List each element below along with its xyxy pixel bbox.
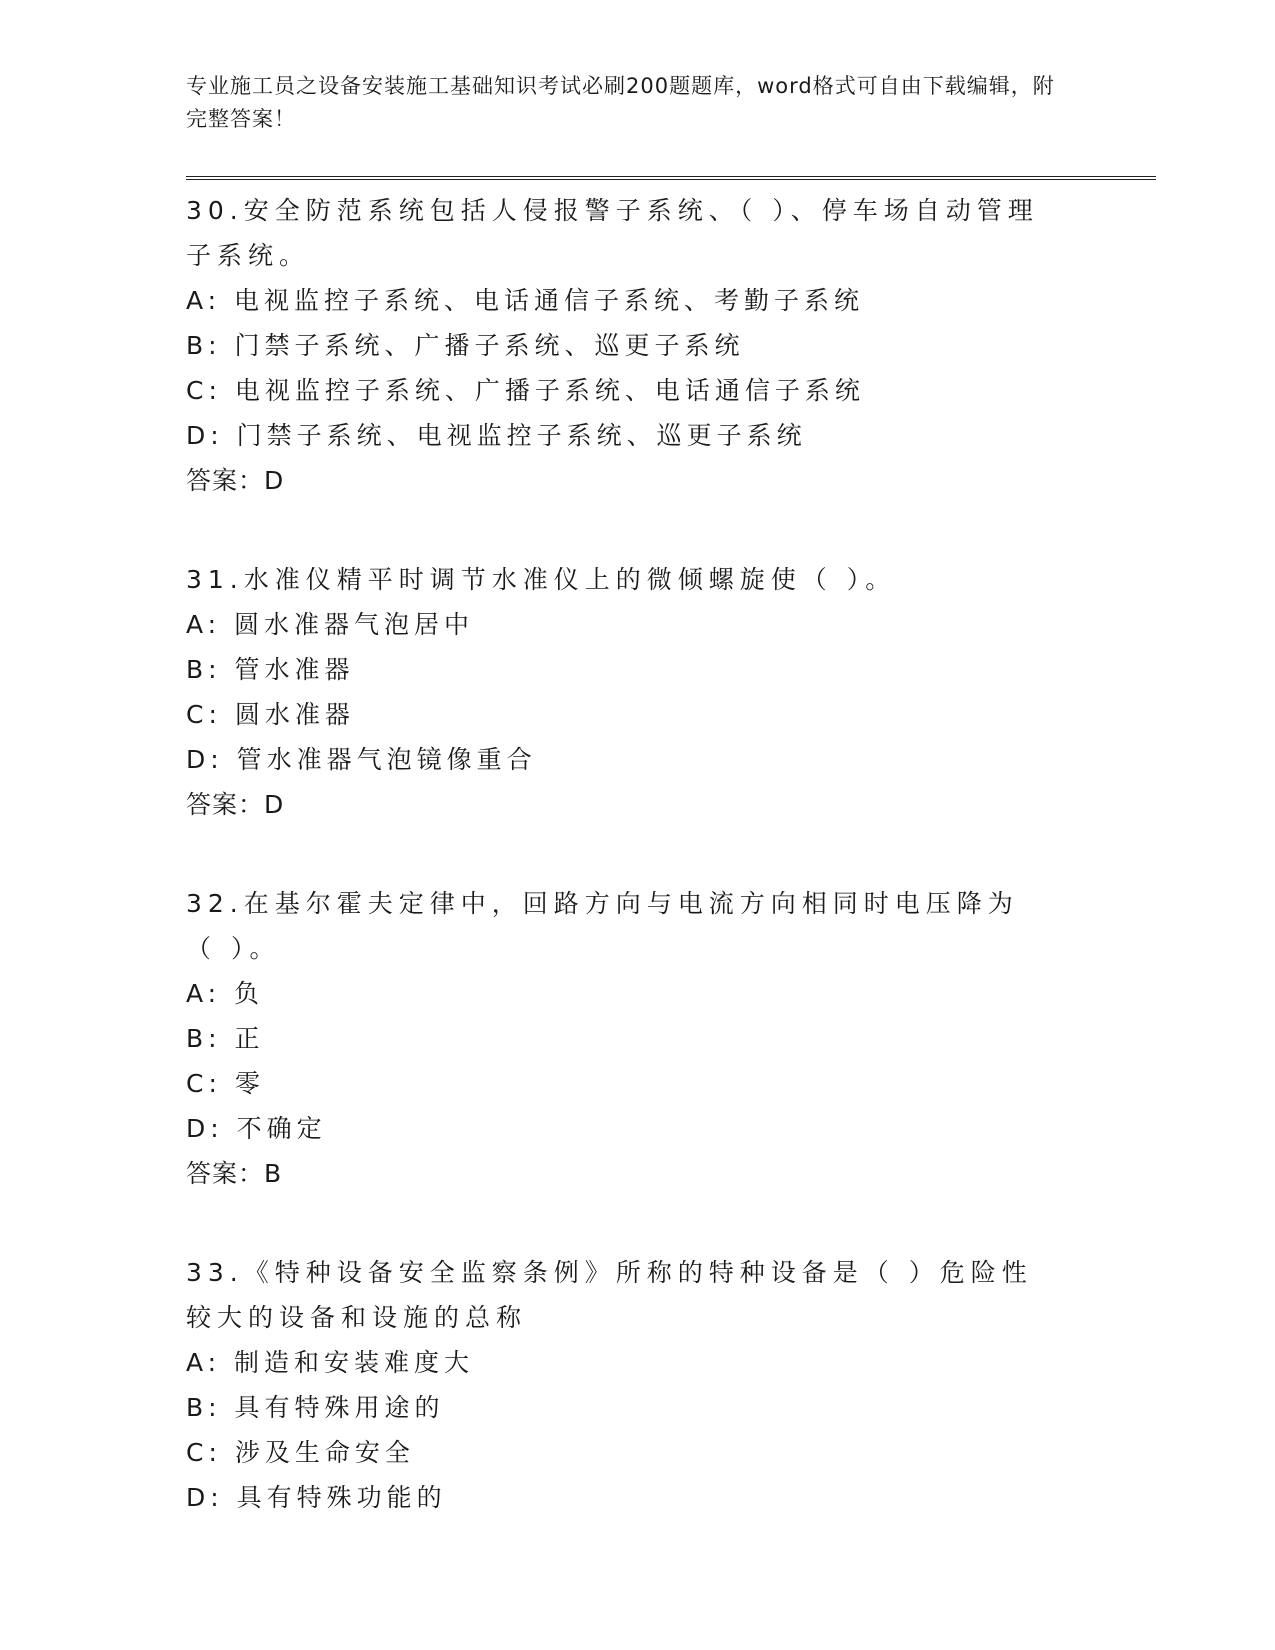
option-c: C: 零 bbox=[186, 1069, 265, 1098]
option-b: B: 管水准器 bbox=[186, 655, 355, 684]
document-page bbox=[186, 70, 1156, 1520]
option-a: A: 电视监控子系统、电话通信子系统、考勤子系统 bbox=[186, 286, 865, 315]
option-c: C: 涉及生命安全 bbox=[186, 1438, 415, 1467]
question-stem: 32.在基尔霍夫定律中，回路方向与电流方向相同时电压降为（ ）。 bbox=[186, 889, 1019, 963]
option-d: D: 不确定 bbox=[186, 1114, 327, 1143]
question-stem: 33.《特种设备安全监察条例》所称的特种设备是（ ）危险性较大的设备和设施的总称 bbox=[186, 1258, 1033, 1332]
question-spacer bbox=[186, 827, 1156, 873]
option-b: B: 具有特殊用途的 bbox=[186, 1393, 445, 1422]
header-divider bbox=[186, 176, 1156, 180]
document-header: 专业施工员之设备安装施工基础知识考试必刷200题题库，word格式可自由下载编辑，附完整答案！ bbox=[186, 74, 1055, 131]
option-a: A: 制造和安装难度大 bbox=[186, 1348, 475, 1377]
question-30 bbox=[186, 188, 1156, 503]
option-c: C: 圆水准器 bbox=[186, 700, 355, 729]
option-b: B: 门禁子系统、广播子系统、巡更子系统 bbox=[186, 331, 745, 360]
option-a: A: 圆水准器气泡居中 bbox=[186, 610, 475, 639]
question-33 bbox=[186, 1250, 1156, 1520]
option-a: A: 负 bbox=[186, 979, 265, 1008]
option-d: D: 管水准器气泡镜像重合 bbox=[186, 745, 537, 774]
answer-line: 答案：D bbox=[186, 466, 285, 495]
question-stem: 31.水准仪精平时调节水准仪上的微倾螺旋使（ ）。 bbox=[186, 565, 897, 594]
answer-line: 答案：B bbox=[186, 1159, 283, 1188]
answer-line: 答案：D bbox=[186, 790, 285, 819]
question-31 bbox=[186, 557, 1156, 827]
option-d: D: 门禁子系统、电视监控子系统、巡更子系统 bbox=[186, 421, 807, 450]
question-spacer bbox=[186, 1196, 1156, 1242]
option-c: C: 电视监控子系统、广播子系统、电话通信子系统 bbox=[186, 376, 865, 405]
option-d: D: 具有特殊功能的 bbox=[186, 1483, 447, 1512]
question-spacer bbox=[186, 503, 1156, 549]
option-b: B: 正 bbox=[186, 1024, 265, 1053]
question-stem: 30.安全防范系统包括人侵报警子系统、（ ）、停车场自动管理子系统。 bbox=[186, 196, 1039, 270]
question-32 bbox=[186, 881, 1156, 1196]
